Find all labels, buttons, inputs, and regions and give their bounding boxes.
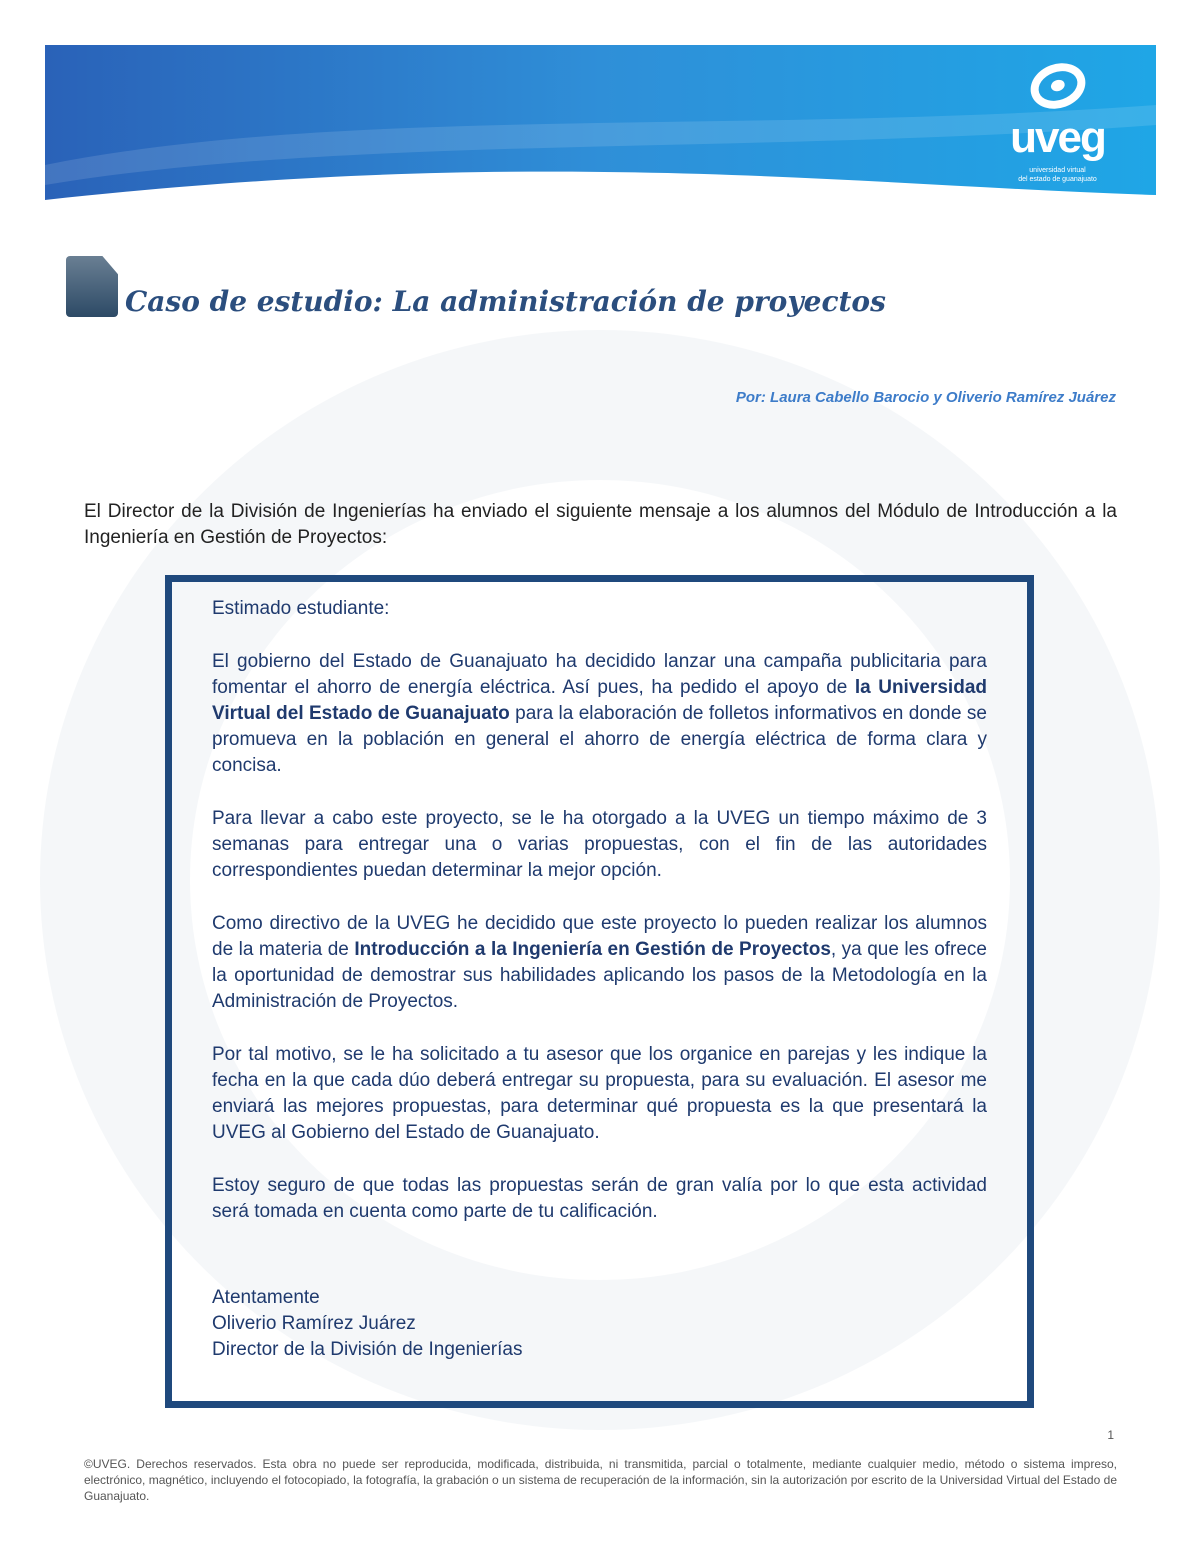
letter-paragraph-3	[212, 911, 987, 1015]
signer-name: Oliverio Ramírez Juárez	[212, 1313, 416, 1334]
page-number: 1	[1107, 1428, 1114, 1442]
signer-title: Director de la División de Ingenierías	[212, 1339, 523, 1360]
letter-body	[212, 596, 987, 1225]
text: para la elaboración de folletos informativos en donde se promueva en la población en general el ahorro de energía eléctrica de forma clara y concisa.	[212, 703, 987, 776]
logo-ring-icon	[1024, 56, 1092, 116]
letter-greeting: Estimado estudiante:	[212, 598, 390, 619]
author-line: Por: Laura Cabello Barocio y Oliverio Ramírez Juárez	[735, 389, 1116, 406]
letter-paragraph-4: Por tal motivo, se le ha solicitado a tu asesor que los organice en parejas y les indique la fecha en la que cada dúo deberá entregar su propuesta, para su evaluación. El asesor me enviará las mejores propuestas, para determinar qué propuesta es la que presentará la UVEG al Gobierno del Estado de Guanajuato.	[212, 1044, 987, 1143]
page-title: Caso de estudio: La administración de proyectos	[125, 285, 886, 318]
bold-text: la Universidad Virtual del Estado de Guanajuato	[212, 677, 987, 724]
letter-paragraph-2: Para llevar a cabo este proyecto, se le ha otorgado a la UVEG un tiempo máximo de 3 semanas para entregar una o varias propuestas, con el fin de las autoridades correspondientes puedan determinar la mejor opción.	[212, 808, 987, 881]
signature-block	[212, 1285, 987, 1363]
header-banner	[45, 45, 1156, 200]
logo-subtitle-1: universidad virtual	[1029, 167, 1086, 174]
bold-text: Introducción a la Ingeniería en Gestión de Proyectos	[354, 939, 831, 960]
letter-box	[165, 575, 1034, 1408]
copyright-footer: ©UVEG. Derechos reservados. Esta obra no puede ser reproducida, modificada, distribuida, ni transmitida, parcial o totalmente, mediante cualquier medio, método o sistema impreso, electrónico, magnético, incluyendo el fotocopiado, la fotografía, la grabación o un sistema de recuperación de la información, sin la autorización por escrito de la Universidad Virtual del Estado de Guanajuato.	[84, 1457, 1117, 1503]
document-icon	[66, 256, 118, 317]
text: , ya que les ofrece la oportunidad de demostrar sus habilidades aplicando los pasos de la Metodología en la Administración de Proyectos.	[212, 939, 987, 1012]
text: El gobierno del Estado de Guanajuato ha decidido lanzar una campaña publicitaria para fomentar el ahorro de energía eléctrica. Así pues, ha pedido el apoyo de	[212, 651, 987, 698]
closing: Atentamente	[212, 1287, 320, 1308]
uveg-logo	[995, 64, 1120, 184]
logo-subtitle-2: del estado de guanajuato	[1018, 176, 1097, 183]
letter-paragraph-1	[212, 649, 987, 779]
text: Como directivo de la UVEG he decidido que este proyecto lo pueden realizar los alumnos de la materia de	[212, 913, 987, 960]
logo-word: uveg	[1010, 113, 1105, 162]
letter-paragraph-5: Estoy seguro de que todas las propuestas serán de gran valía por lo que esta actividad será tomada en cuenta como parte de tu calificación.	[212, 1175, 987, 1222]
intro-paragraph: El Director de la División de Ingenierías ha enviado el siguiente mensaje a los alumnos del Módulo de Introducción a la Ingeniería en Gestión de Proyectos:	[84, 501, 1117, 548]
